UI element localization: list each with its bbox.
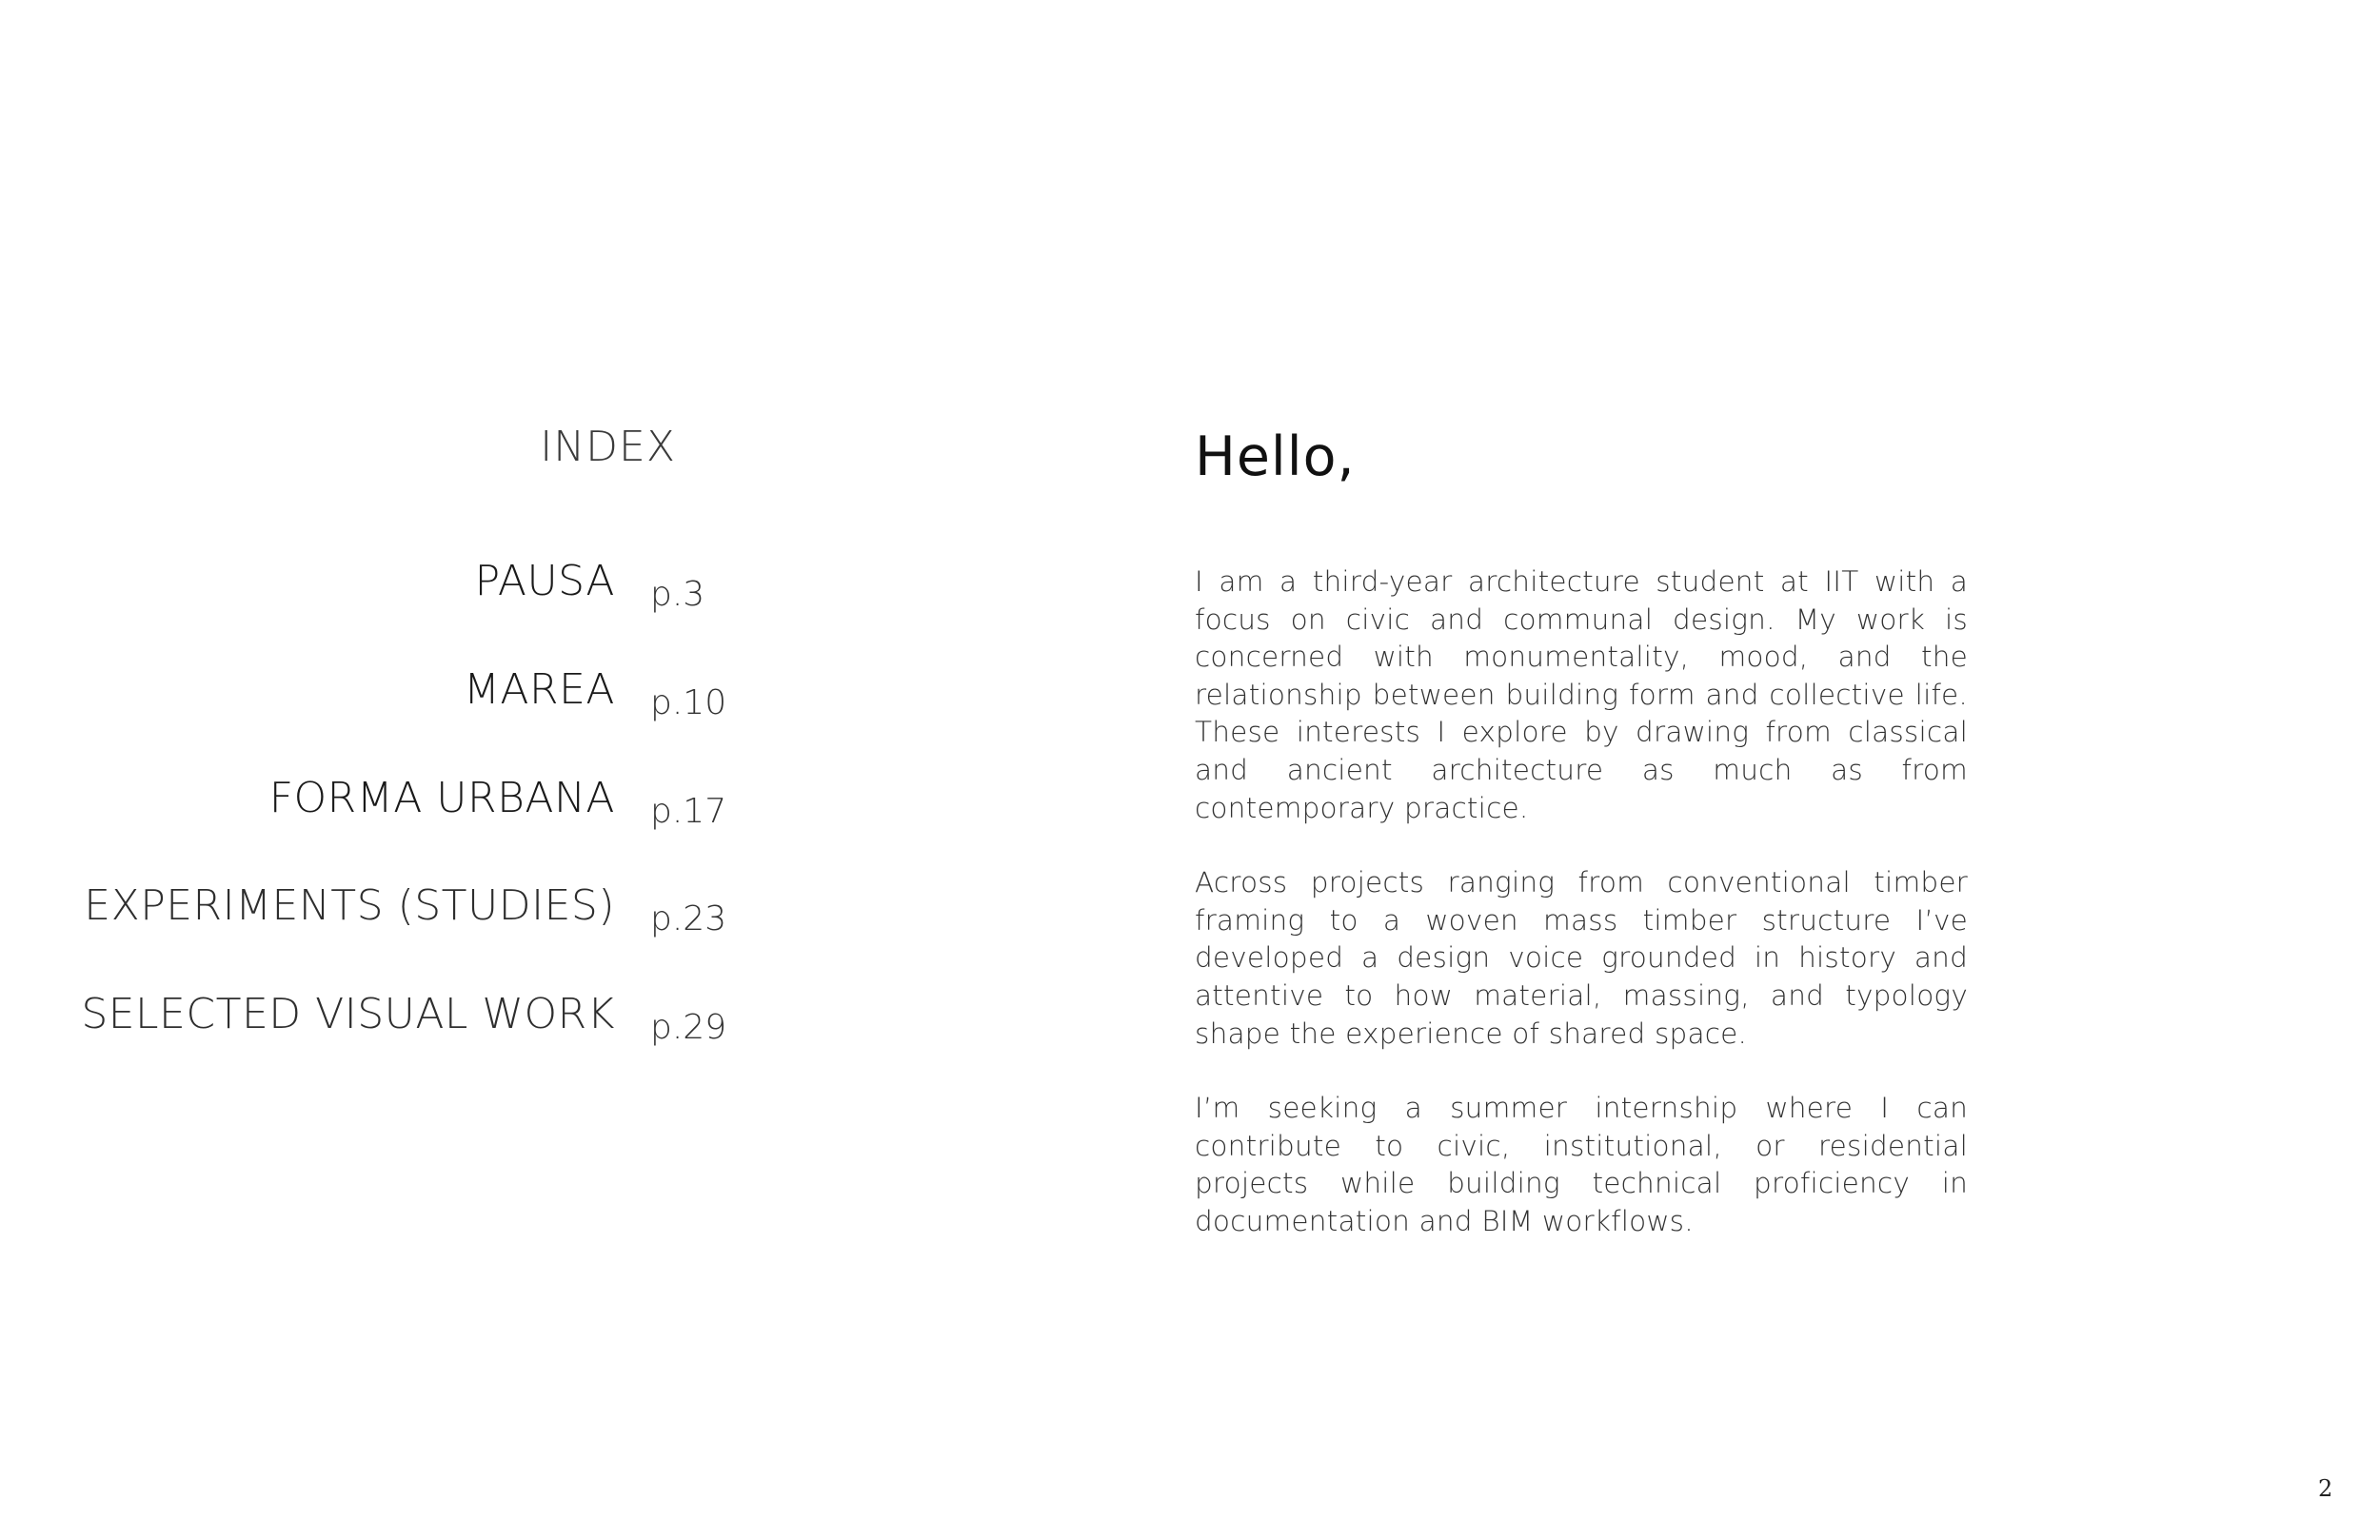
index-entry-page: p.10 (650, 683, 727, 722)
index-entry-forma-urbana[interactable] (0, 762, 857, 831)
intro-text (1195, 563, 1968, 1278)
index-entry-title: PAUSA (474, 557, 615, 605)
index-entry-selected-visual-work[interactable] (0, 978, 857, 1047)
index-entry-page: p.17 (650, 792, 727, 831)
index-entry-pausa[interactable] (0, 545, 857, 614)
greeting-heading: Hello, (1195, 425, 1356, 488)
index-entry-marea[interactable] (0, 654, 857, 722)
index-entry-page: p.3 (650, 575, 705, 614)
index-entry-title: SELECTED VISUAL WORK (81, 990, 615, 1038)
page-number: 2 (2318, 1475, 2333, 1502)
index-heading: INDEX (540, 423, 676, 471)
index-entry-page: p.23 (650, 899, 727, 938)
intro-paragraph: I am a third-year architecture student at IIT with a focus on civic and communal design. My work is concerned with monumentality, mood, and the relationship between building form and collective life. These interests I explore by drawing from classical and ancient architecture as much as from contemporary practice. (1195, 565, 1968, 824)
intro-paragraph: Across projects ranging from conventional timber framing to a woven mass timber structure I’ve developed a design voice grounded in history and attentive to how material, massing, and typology shape the experience of shared space. (1195, 866, 1968, 1050)
index-entry-page: p.29 (650, 1008, 727, 1047)
index-entry-title: MAREA (463, 665, 615, 714)
index-entry-title: FORMA URBANA (268, 774, 615, 822)
index-entry-title: EXPERIMENTS (STUDIES) (84, 881, 615, 930)
index-entry-experiments[interactable] (0, 870, 857, 938)
intro-paragraph: I’m seeking a summer internship where I can contribute to civic, institutional, or residential projects while building technical proficiency in documentation and BIM workflows. (1195, 1092, 1968, 1237)
